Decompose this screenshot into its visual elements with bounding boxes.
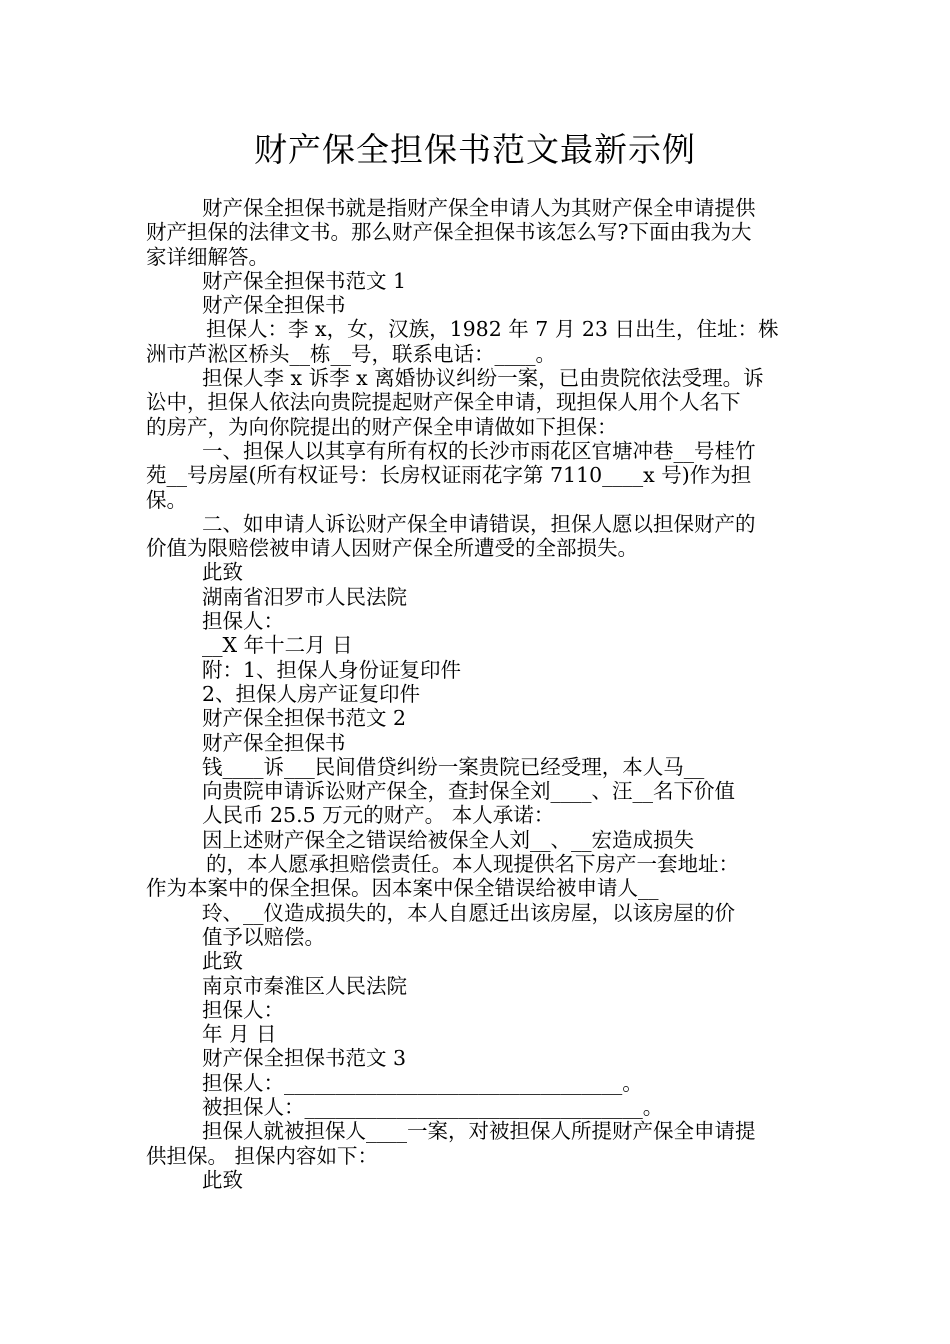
paragraph-line: 二、如申请人诉讼财产保全申请错误，担保人愿以担保财产的 — [202, 511, 756, 536]
court-name: 湖南省汨罗市人民法院 — [202, 584, 407, 609]
guaranteed-party-field: 被担保人：_________________________________。 — [202, 1094, 664, 1119]
section-heading: 财产保全担保书范文 3 — [202, 1046, 407, 1071]
closing-line: 此致 — [202, 560, 243, 585]
paragraph-line: 家详细解答。 — [146, 244, 269, 269]
paragraph-line: 的，本人愿承担赔偿责任。本人现提供名下房产一套地址： — [206, 852, 739, 877]
date-line: __X 年十二月 日 — [202, 633, 353, 658]
sub-heading: 财产保全担保书 — [202, 293, 346, 318]
paragraph-line: 供担保。 担保内容如下： — [146, 1143, 379, 1168]
paragraph-line: 玲、__仪造成损失的，本人自愿迁出该房屋，以该房屋的价 — [202, 900, 735, 925]
section-heading: 财产保全担保书范文 2 — [202, 706, 407, 731]
paragraph-line: 财产担保的法律文书。那么财产保全担保书该怎么写?下面由我为大 — [146, 220, 752, 245]
paragraph-line: 洲市芦淞区桥头__栋__号，联系电话：____。 — [146, 341, 556, 366]
paragraph-line: 担保人：李 x，女，汉族，1982 年 7 月 23 日出生，住址：株 — [206, 317, 779, 342]
paragraph-line: 财产保全担保书就是指财产保全申请人为其财产保全申请提供 — [202, 196, 756, 220]
date-line: 年 月 日 — [202, 1022, 277, 1047]
paragraph-line: 一、担保人以其享有所有权的长沙市雨花区官塘冲巷__号桂竹 — [202, 438, 756, 463]
closing-line: 此致 — [202, 949, 243, 974]
paragraph-line: 苑__号房屋(所有权证号：长房权证雨花字第 7110____x 号)作为担 — [146, 463, 752, 488]
paragraph-line: 作为本案中的保全担保。因本案中保全错误给被申请人__ — [146, 876, 659, 901]
signature-line: 担保人： — [202, 609, 284, 634]
paragraph-line: 讼中，担保人依法向贵院提起财产保全申请，现担保人用个人名下 — [146, 390, 741, 415]
paragraph-line: 因上述财产保全之错误给被保全人刘__、__宏造成损失 — [202, 827, 694, 852]
paragraph-line: 担保人就被担保人____一案，对被担保人所提财产保全申请提 — [202, 1119, 756, 1144]
signature-line: 担保人： — [202, 997, 284, 1022]
document-body — [146, 196, 810, 1192]
court-name: 南京市秦淮区人民法院 — [202, 973, 407, 998]
paragraph-line: 的房产，为向你院提出的财产保全申请做如下担保： — [146, 414, 618, 439]
closing-line: 此致 — [202, 1167, 243, 1192]
guarantor-field: 担保人：_________________________________。 — [202, 1070, 643, 1095]
paragraph-line: 值予以赔偿。 — [202, 924, 325, 949]
section-heading: 财产保全担保书范文 1 — [202, 268, 407, 293]
sub-heading: 财产保全担保书 — [202, 730, 346, 755]
document-title: 财产保全担保书范文最新示例 — [254, 130, 696, 169]
paragraph-line: 担保人李 x 诉李 x 离婚协议纠纷一案，已由贵院依法受理。诉 — [202, 366, 764, 391]
paragraph-line: 价值为限赔偿被申请人因财产保全所遭受的全部损失。 — [146, 536, 638, 561]
paragraph-line: 保。 — [146, 487, 187, 512]
paragraph-line: 人民币 25.5 万元的财产。 本人承诺： — [202, 803, 555, 828]
paragraph-line: 向贵院申请诉讼财产保全，查封保全刘____、汪__名下价值 — [202, 779, 735, 804]
attachment-line: 2、担保人房产证复印件 — [202, 681, 421, 706]
paragraph-line: 钱____诉___民间借贷纠纷一案贵院已经受理，本人马__ — [202, 754, 705, 779]
attachment-line: 附：1、担保人身份证复印件 — [202, 657, 462, 682]
